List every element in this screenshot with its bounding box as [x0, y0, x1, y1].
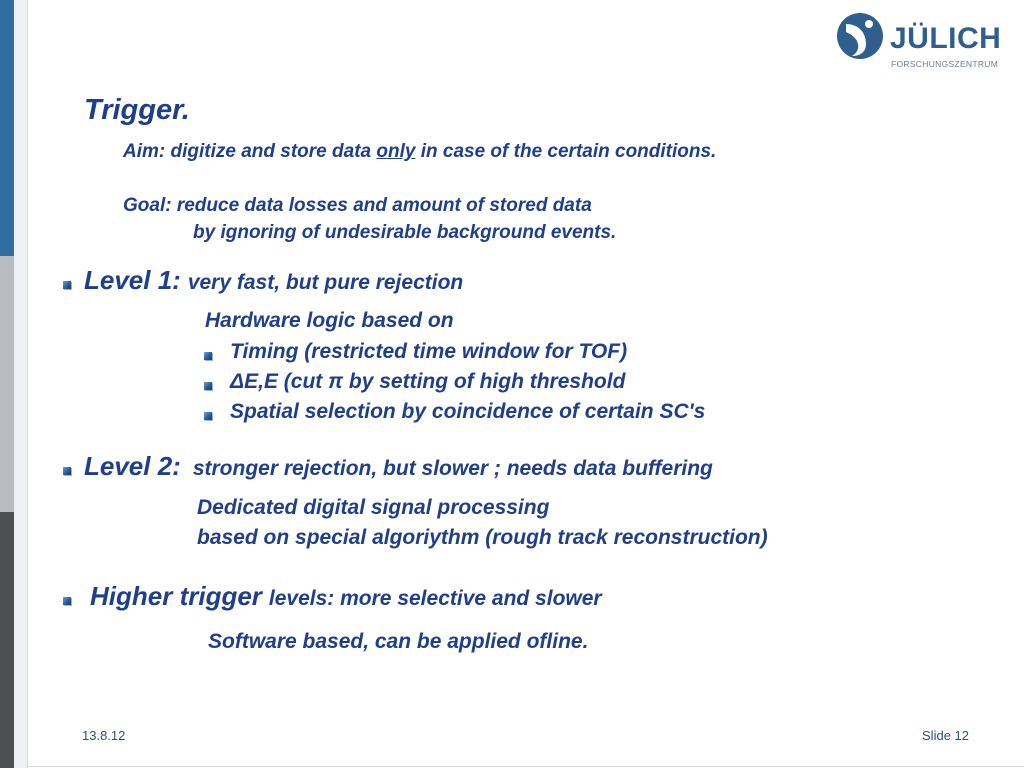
frame-divider	[27, 0, 28, 768]
bullet-icon	[63, 467, 71, 475]
level1-item-timing: Timing (restricted time window for TOF)	[230, 340, 628, 363]
bullet-icon	[63, 597, 71, 605]
energy-loss-text-tail: by setting of high threshold	[343, 370, 626, 393]
bottom-divider	[27, 766, 1024, 767]
logo-wordmark: JÜLICH	[890, 22, 1002, 55]
aim-underlined-word: only	[376, 141, 416, 162]
delta-symbol: Δ	[230, 370, 245, 393]
higher-trigger-label: Higher trigger	[90, 581, 262, 611]
goal-line-1: Goal: reduce data losses and amount of stored data	[123, 195, 592, 216]
footer-date: 13.8.12	[82, 728, 126, 743]
level1-label: Level 1:	[84, 265, 181, 295]
energy-loss-text: E,E (cut	[244, 370, 329, 393]
aim-text-before: Aim: digitize and store data	[123, 141, 377, 162]
level2-line-1: Dedicated digital signal processing	[197, 496, 550, 519]
higher-trigger-line-1: Software based, can be applied ofline.	[208, 630, 589, 653]
level1-item-spatial: Spatial selection by coincidence of certain SC's	[230, 400, 706, 423]
logo-subtitle: FORSCHUNGSZENTRUM	[891, 59, 999, 69]
higher-trigger-description: levels: more selective and slower	[268, 587, 602, 610]
bullet-icon	[204, 352, 212, 360]
goal-line-2: by ignoring of undesirable background events.	[193, 222, 617, 243]
strip-segment-blue	[0, 0, 14, 256]
pi-symbol: π	[328, 370, 344, 393]
strip-segment-dark	[0, 512, 14, 768]
slide-title: Trigger.	[84, 94, 190, 126]
level1-description: very fast, but pure rejection	[187, 271, 464, 294]
level2-heading	[84, 450, 713, 487]
juelich-logo-mark-icon	[836, 12, 884, 60]
strip-segment-gray	[0, 256, 14, 512]
level1-intro: Hardware logic based on	[205, 309, 454, 332]
juelich-logo	[836, 12, 1006, 72]
level2-description: stronger rejection, but slower ; needs data buffering	[192, 457, 713, 480]
aim-text-after: in case of the certain conditions.	[415, 141, 717, 162]
level2-label: Level 2:	[84, 451, 181, 481]
level1-heading	[84, 264, 463, 301]
footer-slide-number: Slide 12	[922, 728, 969, 743]
bullet-icon	[204, 382, 212, 390]
higher-trigger-heading	[90, 580, 602, 617]
bullet-icon	[204, 412, 212, 420]
level2-line-2: based on special algoriythm (rough track reconstruction)	[197, 526, 768, 549]
aim-line	[123, 141, 716, 163]
strip-edge	[14, 0, 27, 768]
bullet-icon	[63, 281, 71, 289]
level1-item-energy-loss	[230, 369, 625, 395]
